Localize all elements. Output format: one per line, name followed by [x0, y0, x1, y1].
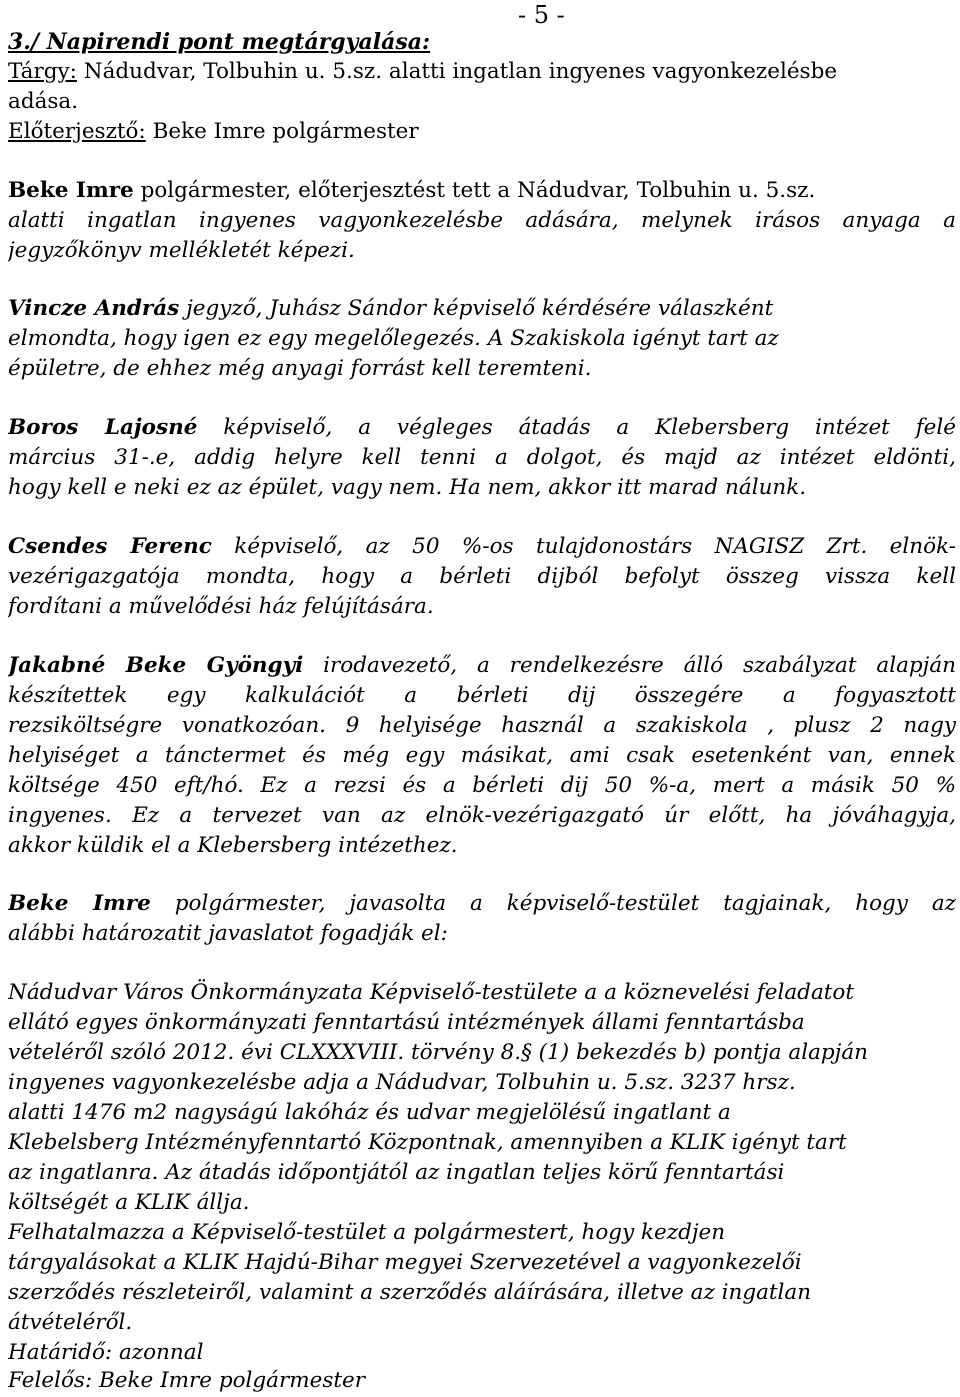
- p4-text-1: képviselő, az 50 %-os tulajdonostárs NAGISZ Zrt. elnök-: [211, 534, 956, 559]
- p1-line-3: jegyzőkönyv mellékletét képezi.: [8, 238, 355, 263]
- resolution-line-3: vételéről szóló 2012. évi CLXXXVIII. törvény 8.§ (1) bekezdés b) pontja alapján: [8, 1040, 868, 1065]
- p1-line-2: alatti ingatlan ingyenes vagyonkezelésbe adására, melynek irásos anyaga a: [8, 208, 956, 233]
- p3-line-2: március 31-.e, addig helyre kell tenni a dolgot, és majd az intézet eldönti,: [8, 445, 956, 470]
- p1-text-1: polgármester, előterjesztést tett a Nádudvar, Tolbuhin u. 5.sz.: [133, 178, 816, 203]
- resolution-line-10: tárgyalásokat a KLIK Hajdú-Bihar megyei Szervezetével a vagyonkezelői: [8, 1250, 802, 1275]
- subject-text: Nádudvar, Tolbuhin u. 5.sz. alatti ingatlan ingyenes vagyonkezelésbe: [76, 59, 838, 84]
- resolution-line-11: szerződés részleteiről, valamint a szerződés aláírására, illetve az ingatlan: [8, 1280, 812, 1305]
- presenter-line: [8, 117, 956, 147]
- subject-label: Tárgy:: [8, 59, 77, 84]
- p6-line-2: alábbi határozatit javaslatot fogadják el:: [8, 921, 448, 946]
- p6-speaker: Beke Imre: [8, 891, 151, 916]
- resolution-line-5: alatti 1476 m2 nagyságú lakóház és udvar megjelölésű ingatlant a: [8, 1100, 731, 1125]
- resolution-line-7: az ingatlanra. Az átadás időpontjától az ingatlan teljes körű fenntartási: [8, 1160, 785, 1185]
- p4-line-3: fordítani a művelődési ház felújítására.: [8, 594, 434, 619]
- p4-line-1: [8, 532, 956, 562]
- resolution-line-12: átvételéről.: [8, 1310, 133, 1335]
- p5-line-7: akkor küldik el a Klebersberg intézethez.: [8, 833, 458, 858]
- subject-line-2: adása.: [8, 89, 79, 114]
- p5-line-1: [8, 651, 956, 681]
- resolution-line-9: Felhatalmazza a Képviselő-testület a polgármestert, hogy kezdjen: [8, 1220, 726, 1245]
- p5-line-6: ingyenes. Ez a tervezet van az elnök-vezérigazgató úr előtt, ha jóváhagyja,: [8, 803, 956, 828]
- p5-line-3: rezsiköltségre vonatkozóan. 9 helyisége használ a szakiskola , plusz 2 nagy: [8, 713, 956, 738]
- resolution-line-6: Klebelsberg Intézményfenntartó Központnak, amennyiben a KLIK igényt tart: [8, 1130, 847, 1155]
- p5-line-2: készítettek egy kalkulációt a bérleti dij összegére a fogyasztott: [8, 683, 956, 708]
- p1-speaker: Beke Imre: [8, 178, 134, 203]
- p4-line-2: vezérigazgatója mondta, hogy a bérleti dijból befolyt összeg vissza kell: [8, 564, 956, 589]
- p6-text-1: polgármester, javasolta a képviselő-testület tagjainak, hogy az: [150, 891, 956, 916]
- resolution-line-2: ellátó egyes önkormányzati fenntartású intézmények állami fenntartásba: [8, 1010, 805, 1035]
- presenter-value: Beke Imre polgármester: [145, 119, 419, 144]
- p4-speaker: Csendes Ferenc: [8, 534, 212, 559]
- p2-speaker: Vincze András: [8, 296, 180, 321]
- p5-line-4: helyiséget a tánctermet és még egy másikat, ami csak esetenként van, ennek: [8, 743, 956, 768]
- p3-line-3: hogy kell e neki ez az épület, vagy nem. Ha nem, akkor itt marad nálunk.: [8, 475, 807, 500]
- p3-line-1: [8, 413, 956, 443]
- page-number: - 5 -: [518, 1, 565, 29]
- resolution-line-4: ingyenes vagyonkezelésbe adja a Nádudvar, Tolbuhin u. 5.sz. 3237 hrsz.: [8, 1070, 796, 1095]
- p2-line-3: épületre, de ehhez még anyagi forrást kell teremteni.: [8, 356, 592, 381]
- resolution-line-8: költségét a KLIK állja.: [8, 1190, 250, 1215]
- resolution-line-1: Nádudvar Város Önkormányzata Képviselő-testülete a a köznevelési feladatot: [8, 980, 854, 1005]
- p3-speaker: Boros Lajosné: [8, 415, 198, 440]
- p1-line-1: [8, 176, 956, 206]
- resolution-deadline: Határidő: azonnal: [8, 1340, 204, 1365]
- p2-text-1: jegyző, Juhász Sándor képviselő kérdésére válaszként: [179, 296, 774, 321]
- p5-line-5: költsége 450 eft/hó. Ez a rezsi és a bérleti dij 50 %-a, mert a másik 50 %: [8, 773, 956, 798]
- p2-line-1: [8, 294, 956, 324]
- resolution-responsible: Felelős: Beke Imre polgármester: [8, 1368, 366, 1393]
- subject-line: [8, 57, 956, 87]
- p3-text-1: képviselő, a végleges átadás a Klebersberg intézet felé: [197, 415, 956, 440]
- p5-text-1: irodavezető, a rendelkezésre álló szabályzat alapján: [303, 653, 956, 678]
- presenter-label: Előterjesztő:: [8, 119, 146, 144]
- p6-line-1: [8, 889, 956, 919]
- agenda-heading: 3./ Napirendi pont megtárgyalása:: [8, 29, 431, 55]
- p5-speaker: Jakabné Beke Gyöngyi: [8, 653, 304, 678]
- p2-line-2: elmondta, hogy igen ez egy megelőlegezés. A Szakiskola igényt tart az: [8, 326, 779, 351]
